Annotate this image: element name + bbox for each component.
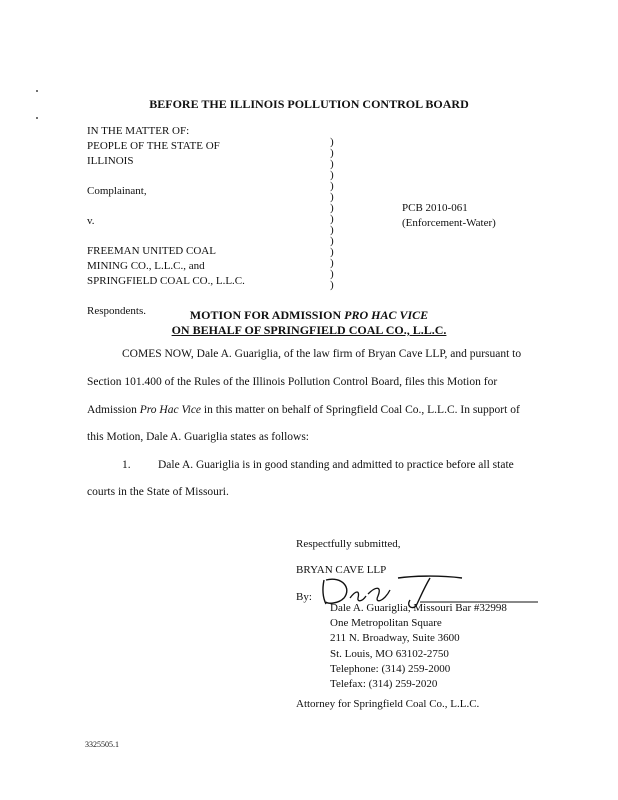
attorney-for: Attorney for Springfield Coal Co., L.L.C. — [296, 698, 480, 710]
paren: ) — [330, 147, 334, 159]
document-id: 3325505.1 — [85, 740, 119, 749]
paren: ) — [330, 158, 334, 170]
case-type: (Enforcement-Water) — [402, 217, 496, 229]
telefax: Telefax: (314) 259-2020 — [330, 678, 438, 691]
caption-line — [87, 289, 287, 304]
caption-line: v. — [87, 215, 95, 227]
paren: ) — [330, 213, 334, 225]
telephone: Telephone: (314) 259-2000 — [330, 662, 451, 675]
board-heading: BEFORE THE ILLINOIS POLLUTION CONTROL BOARD — [149, 97, 469, 111]
case-number: PCB 2010-061 — [402, 202, 468, 214]
paren: ) — [330, 235, 334, 247]
caption-line: Respondents. — [87, 305, 146, 317]
firm-name: BRYAN CAVE LLP — [296, 564, 387, 576]
address-line: One Metropolitan Square — [330, 617, 442, 630]
motion-title-text: MOTION FOR ADMISSION — [189, 308, 345, 322]
closing: Respectfully submitted, — [296, 538, 401, 550]
body-text: Admission — [87, 404, 140, 416]
paren: ) — [330, 279, 334, 291]
caption-line: IN THE MATTER OF: — [87, 125, 190, 137]
scan-speck — [36, 90, 38, 92]
body-line: COMES NOW, Dale A. Guariglia, of the law firm of Bryan Cave LLP, and pursuant to — [122, 348, 522, 360]
caption-line: Complainant, — [87, 185, 147, 197]
item-number: 1. — [122, 459, 131, 471]
paren: ) — [330, 180, 334, 192]
address-line: St. Louis, MO 63102-2750 — [330, 647, 449, 660]
motion-subtitle: ON BEHALF OF SPRINGFIELD COAL CO., L.L.C. — [171, 323, 447, 337]
paren: ) — [330, 191, 334, 203]
body-line: Dale A. Guariglia is in good standing and admitted to practice before all state — [158, 459, 514, 471]
by-label: By: — [296, 591, 312, 603]
caption-line: FREEMAN UNITED COAL — [87, 245, 216, 257]
case-caption-parties — [87, 124, 287, 319]
paren: ) — [330, 257, 334, 269]
motion-title-italic: PRO HAC VICE — [344, 308, 429, 322]
body-line: Section 101.400 of the Rules of the Illinois Pollution Control Board, files this Motion for — [87, 376, 498, 388]
paren: ) — [330, 268, 334, 280]
paren: ) — [330, 136, 334, 148]
address-line: 211 N. Broadway, Suite 3600 — [330, 632, 460, 645]
caption-line: PEOPLE OF THE STATE OF — [87, 140, 220, 152]
caption-line — [87, 169, 287, 184]
paren: ) — [330, 202, 334, 214]
caption-line — [87, 229, 287, 244]
attorney-block — [330, 601, 507, 692]
body-italic: Pro Hac Vice — [139, 404, 202, 416]
caption-line — [87, 199, 287, 214]
motion-title — [0, 308, 618, 323]
caption-divider — [330, 137, 334, 291]
body-line: courts in the State of Missouri. — [87, 486, 229, 498]
paren: ) — [330, 169, 334, 181]
caption-line: MINING CO., L.L.C., and — [87, 260, 205, 272]
attorney-name: Dale A. Guariglia, Missouri Bar #32998 — [330, 602, 507, 614]
body-line — [87, 404, 520, 416]
caption-line: ILLINOIS — [87, 155, 134, 167]
caption-line: SPRINGFIELD COAL CO., L.L.C. — [87, 275, 245, 287]
body-line: this Motion, Dale A. Guariglia states as follows: — [87, 431, 309, 443]
paren: ) — [330, 224, 334, 236]
scan-speck — [36, 117, 38, 119]
paren: ) — [330, 246, 334, 258]
body-text: in this matter on behalf of Springfield Coal Co., L.L.C. In support of — [201, 404, 520, 416]
